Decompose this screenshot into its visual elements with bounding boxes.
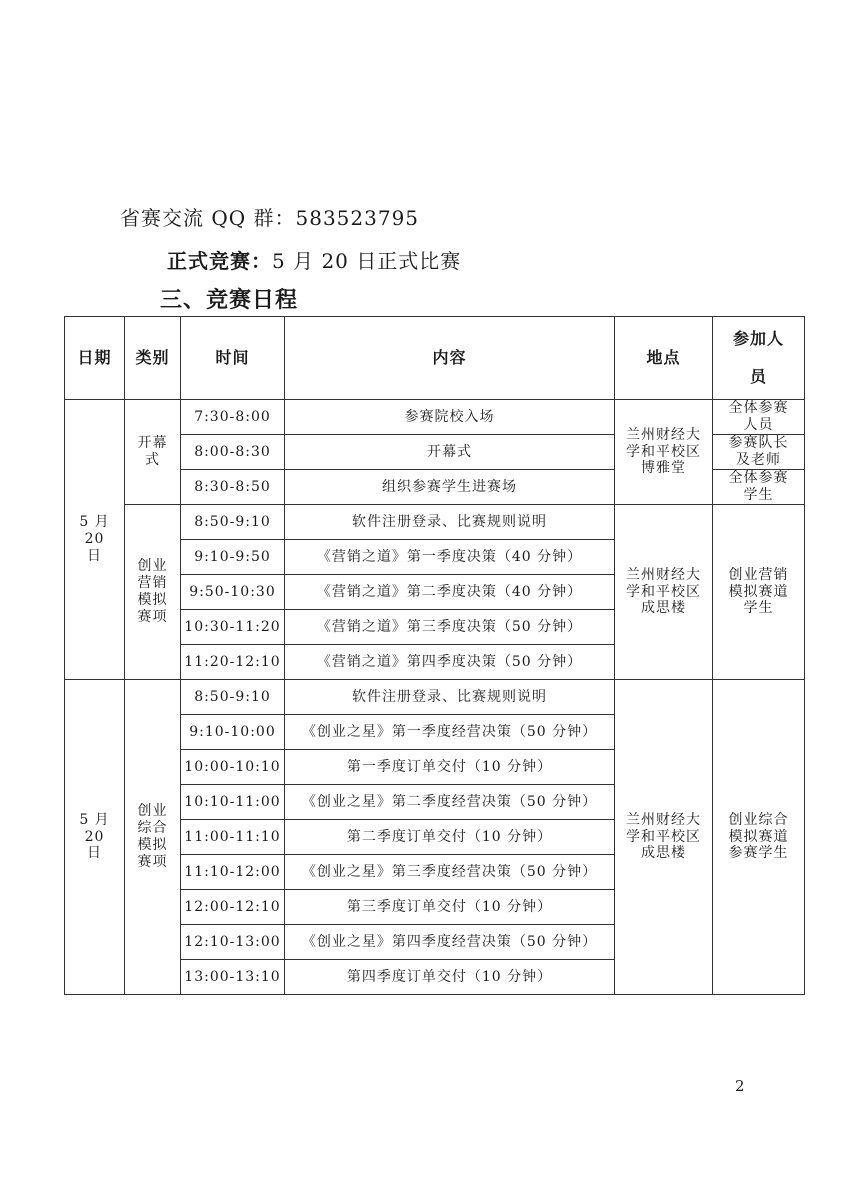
category-cell: 开幕式 xyxy=(125,400,181,505)
header-time: 时间 xyxy=(181,317,285,400)
table-row xyxy=(65,680,805,715)
header-content: 内容 xyxy=(285,317,615,400)
participants-cell: 创业综合模拟赛道参赛学生 xyxy=(713,680,805,995)
competition-text: 5 月 20 日正式比赛 xyxy=(272,249,462,273)
time-cell: 10:30-11:20 xyxy=(181,610,285,645)
time-cell: 11:00-11:10 xyxy=(181,820,285,855)
location-cell: 兰州财经大学和平校区博雅堂 xyxy=(615,400,713,505)
content-cell: 《营销之道》第一季度决策（40 分钟） xyxy=(285,540,615,575)
section-title: 三、竞赛日程 xyxy=(160,287,299,313)
content-cell: 软件注册登录、比赛规则说明 xyxy=(285,505,615,540)
content-cell: 《营销之道》第三季度决策（50 分钟） xyxy=(285,610,615,645)
location-cell: 兰州财经大学和平校区成思楼 xyxy=(615,680,713,995)
content-cell: 《创业之星》第四季度经营决策（50 分钟） xyxy=(285,925,615,960)
time-cell: 8:30-8:50 xyxy=(181,470,285,505)
category-cell: 创业综合模拟赛项 xyxy=(125,680,181,995)
content-cell: 第一季度订单交付（10 分钟） xyxy=(285,750,615,785)
header-location: 地点 xyxy=(615,317,713,400)
participants-cell: 参赛队长及老师 xyxy=(713,435,805,470)
participants-cell: 创业营销模拟赛道学生 xyxy=(713,505,805,680)
schedule-table xyxy=(64,316,805,995)
time-cell: 8:50-9:10 xyxy=(181,505,285,540)
content-cell: 《创业之星》第一季度经营决策（50 分钟） xyxy=(285,715,615,750)
time-cell: 8:50-9:10 xyxy=(181,680,285,715)
participants-cell: 全体参赛学生 xyxy=(713,470,805,505)
competition-label: 正式竞赛： xyxy=(167,249,272,273)
time-cell: 8:00-8:30 xyxy=(181,435,285,470)
content-cell: 《创业之星》第三季度经营决策（50 分钟） xyxy=(285,855,615,890)
table-row xyxy=(65,400,805,435)
content-cell: 软件注册登录、比赛规则说明 xyxy=(285,680,615,715)
participants-cell: 全体参赛人员 xyxy=(713,400,805,435)
table-row xyxy=(65,505,805,540)
time-cell: 9:10-9:50 xyxy=(181,540,285,575)
time-cell: 10:00-10:10 xyxy=(181,750,285,785)
time-cell: 10:10-11:00 xyxy=(181,785,285,820)
content-cell: 《营销之道》第二季度决策（40 分钟） xyxy=(285,575,615,610)
page-number: 2 xyxy=(735,1077,745,1095)
content-cell: 《营销之道》第四季度决策（50 分钟） xyxy=(285,645,615,680)
content-cell: 第四季度订单交付（10 分钟） xyxy=(285,960,615,995)
header-date: 日期 xyxy=(65,317,125,400)
date-cell: 5 月 20 日 xyxy=(65,680,125,995)
time-cell: 9:50-10:30 xyxy=(181,575,285,610)
time-cell: 11:20-12:10 xyxy=(181,645,285,680)
date-cell: 5 月 20 日 xyxy=(65,400,125,680)
location-cell: 兰州财经大学和平校区成思楼 xyxy=(615,505,713,680)
header-category: 类别 xyxy=(125,317,181,400)
header-participants: 参加人员 xyxy=(713,317,805,400)
table-header-row xyxy=(65,317,805,400)
time-cell: 12:10-13:00 xyxy=(181,925,285,960)
category-cell: 创业营销模拟赛项 xyxy=(125,505,181,680)
content-cell: 组织参赛学生进赛场 xyxy=(285,470,615,505)
time-cell: 13:00-13:10 xyxy=(181,960,285,995)
content-cell: 开幕式 xyxy=(285,435,615,470)
content-cell: 《创业之星》第二季度经营决策（50 分钟） xyxy=(285,785,615,820)
qq-group-line: 省赛交流 QQ 群：583523795 xyxy=(120,206,420,230)
content-cell: 第二季度订单交付（10 分钟） xyxy=(285,820,615,855)
content-cell: 第三季度订单交付（10 分钟） xyxy=(285,890,615,925)
time-cell: 7:30-8:00 xyxy=(181,400,285,435)
content-cell: 参赛院校入场 xyxy=(285,400,615,435)
time-cell: 9:10-10:00 xyxy=(181,715,285,750)
time-cell: 11:10-12:00 xyxy=(181,855,285,890)
competition-date-line xyxy=(167,245,461,274)
time-cell: 12:00-12:10 xyxy=(181,890,285,925)
